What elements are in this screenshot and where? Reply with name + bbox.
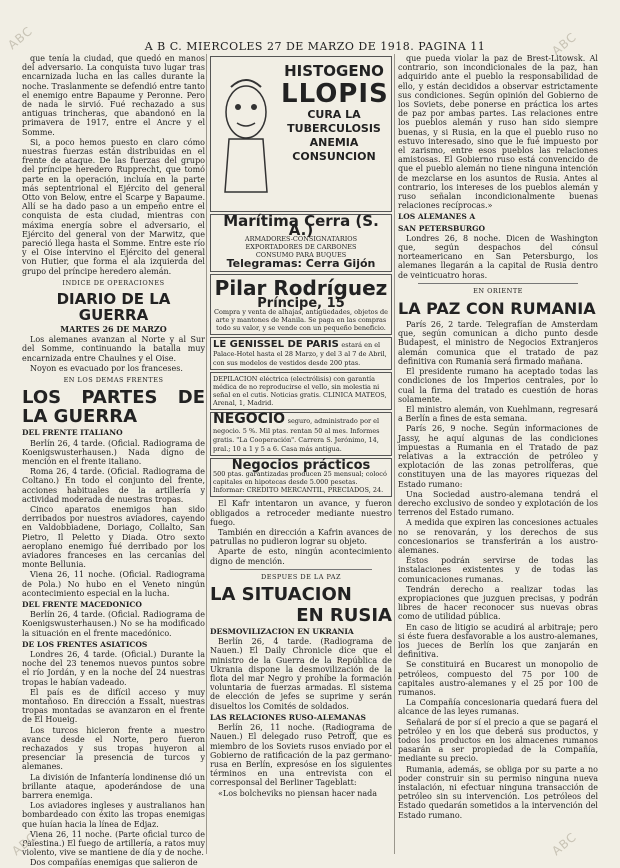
paragraph: En caso de litigio se acudirá al arbitraje; pero si éste fuera desfavorable a los austro-alemanes, los jueces de Berlín los que zanjarán en definitiva. [398,622,598,660]
paragraph: El ministro alemán, von Kuehlmann, regresará a Berlín a fines de esta semana. [398,404,598,424]
paragraph: A medida que expiren las concesiones actuales no se renovarán, y los derechos de sus concesionarios se transferirán a los austro-alemanes. [398,518,598,555]
ad-negocios-practicos [210,458,392,497]
paragraph: Viena 26, 11 noche. (Oficial. Radiograma de Pola.) No hubo en el Veneto ningún acontecimiento especial en la lucha. [22,570,205,598]
paragraph: Éstos podrán servirse de todas las instalaciones existentes y de todas las comunicaciones rumanas. [398,556,598,584]
subhead-alemanes-2: SAN PETERSBURGO [398,223,486,233]
column-middle [210,54,392,854]
maritima-title: Marítima Cerra (S. A.) [223,212,379,240]
negocio-text: seguro, administrado por el negocio. 5 %. Mil ptas. rentan 50 al mes. Informes gratis. "La Cooperación". Carrera S. Jerónimo, 14, pral.; 10 a 1 y 5 a 6. Casa más antigua. [213,417,380,454]
ad-histogeno [210,56,392,212]
paragraph: Tendrán derecho a realizar todas las expropiaciones que juzguen precisas, y podrán libres de hacer reconocer sus nuevas obras como de utilidad pública. [398,584,598,622]
pilar-text: Compra y venta de alhajas, antigüedades, objetos de arte y mantones de Manila. Se paga en las compras todo su valor, y se vende con un pequeño beneficio. [213,307,389,332]
histo-line: HISTOGENO [284,62,384,80]
ad-depilacion: DEPILACION eléctrica (electrólisis) con garantía médica de no reproducirse el vello, sin molestia ni señal en el cutis. Noticias gratis. CLINICA MATEOS, Arenal, 1, Madrid. [210,372,392,410]
paragraph: Rumania, además, se obliga por su parte a no poder construir sin su permiso ninguna nueva instalación, ni efectuar ninguna transacción de petróleo sin su intervención. Los petróleos del Estado quedarán sometidos a la intervención del Estado rumano. [398,764,598,820]
abc-watermark: ABC [5,23,36,53]
section-label: INDICE DE OPERACIONES [62,278,165,287]
paragraph: «Los bolcheviks no piensan hacer nada [218,788,378,798]
negocios-text: 500 ptas. garantizadas producen 25 mensual; colocó capitales en hipotecas desde 5.000 pesetas. Informar: CREDITO MERCANTIL, PRECIADOS, 24. [213,470,387,495]
abc-watermark: ABC [549,829,580,859]
paragraph: París 26, 9 noche. Según informaciones de Jassy, he aquí algunas de las condiciones impuestas a Rumania en el Tratado de paz relativas a la extracción de petróleo y explotación de las zonas petrolíferas, que constituyen una de las mayores riquezas del Estado rumano: [398,424,598,489]
doctor-illustration [217,77,275,197]
ad-genissel [210,337,392,371]
paragraph: Berlín 26, 4 tarde. (Oficial. Radiograma de Koenigswusterhausen.) No se ha modificado la situación en el frente macedónico. [22,610,205,638]
histo-line: ANEMIA [309,136,359,149]
abc-watermark: ABC [549,29,580,59]
ad-negocio [210,412,392,456]
paragraph: La Compañía concesionaria quedará fuera del alcance de las leyes rumanas. [398,698,598,717]
headline-situacion-2: EN RUSIA [296,605,392,627]
paragraph: También en dirección a Kafrin avances de patrullas no pudieron lograr su objeto. [210,528,392,547]
histo-line: CURA LA [307,108,361,121]
paragraph: Roma 26, 4 tarde. (Oficial. Radiograma de Coltano.) En todo el conjunto del frente, acciones habituales de la artillería y actividad moderada de nuestras tropas. [22,467,205,504]
histo-line: TUBERCULOSIS [287,122,381,135]
divider [418,283,578,284]
paragraph: Los alemanes avanzan al Norte y al Sur del Somme, continuando la batalla muy encarnizada entre Chaulnes y el Oise. [22,335,205,363]
histo-brand: LLOPIS [281,79,389,109]
paragraph: Si, a poco hemos puesto en claro cómo nuestras fuerzas están distribuidas en el frente de ataque. De las fuerzas del grupo del príncipe heredero Rupprecht, que tomó parte en la operación, incluía en la parte más septentrional el Ejército del general Otto von Below, entre el Scarpe y Bapaume. Allí se ha dado paso a un empeño entre el conquista de esta ciudad, mientras con máxima energía sobre el adversario, el Ejército del general von der Marwitz, que pareció llega hasta el Somme. Entre este río y el Oise intervino el Ejército del general von Hutier, que forma el ala izquierda del grupo del príncipe heredero alemán. [22,137,205,276]
genissel-title: LE GENISSEL DE PARIS [213,338,339,350]
histo-line: CONSUNCION [292,150,376,163]
ad-maritima [210,214,392,272]
paragraph: que tenía la ciudad, que quedó en manos del adversario. La conquista tuvo lugar tras encarnizada lucha en las calles durante la noche. Traslanmente se defendió entre tanto el enemigo entre Bapaume y Peronne. Pero de nada le sirvió. Fué rechazado a sus antiguas trincheras, que abandonó en la primavera de 1917, entre el Ancre y el Somme. [22,54,205,137]
paragraph: Una Sociedad austro-alemana tendrá el derecho exclusivo de sondeo y explotación de los terrenos del Estado rumano. [398,489,598,518]
paragraph: Berlín 26, 4 tarde. (Oficial. Radiograma de Koenigswusterhausen.) Nada digno de mención en el frente italiano. [22,438,205,466]
section-label: DESPUES DE LA PAZ [261,572,341,581]
genissel-text: estará en el Palace-Hotel hasta el 28 Marzo, y del 3 al 7 de Abril, con sus modelos de vestidos desde 200 ptas. [213,340,387,368]
subhead-asiaticos: DE LOS FRENTES ASIATICOS [22,639,148,649]
paragraph: Señalará de por sí el precio a que se pagará el petróleo y en los que deberá sus productos, y todos los productos en los almacenes rumanos pasarán a ser propiedad de la Compañía, mediante su precio. [398,717,598,764]
negocio-title: NEGOCIO [213,411,286,428]
section-label: EN LOS DEMAS FRENTES [63,376,164,385]
maritima-line: CONSUMO PARA BUQUES [255,251,347,260]
paragraph: Berlín 26, 11 noche. (Radiograma de Nauen.) El delegado ruso Petroff, que es miembro de los Soviets rusos enviado por el Gobierno de ratificación de la paz germano-rusa en Berlín, expresóse en los siguientes términos en una entrevista con el corresponsal del Berliner Tageblatt: [210,723,392,788]
paragraph: París 26, 2 tarde. Telegrafían de Amsterdam que, según comunican a dicho punto desde Budapest, el ministro de Negocios Extranjeros alemán comunica que el tratado de paz definitiva con Rumania será firmado mañana. [398,320,598,366]
paragraph: El país es de difícil acceso y muy montañoso. En dirección a Essalt, nuestras tropas montadas se avanzaron en el frente de El Houeig. [22,687,205,725]
paragraph: La división de Infantería londinense dió un brillante ataque, apoderándose de una barrera enemiga. [22,772,205,801]
maritima-line: EXPORTADORES DE CARBONES [245,243,357,252]
subhead-macedonico: DEL FRENTE MACEDONICO [22,599,142,609]
paragraph: Cinco aparatos enemigos han sido derribados por nuestros aviadores, cayendo en Valdobbiadene, Doriago, Collalto, San Pietro, Il Peletto y Diada. Otro sexto aeroplano enemigo fué derribado por los aviadores franceses en las cercanías del monte Bellunia. [22,504,205,570]
paragraph: que pueda violar la paz de Brest-Litowsk. Al contrario, son incondicionales de la paz, han adquirido ante el pueblo la responsabilidad de ello, y están decididos a observar estrictamente sus condiciones. Según opinión del Gobierno de los Soviets, debe ponerse en práctica los artes de paz por ambas partes. Las relaciones entre los pueblos alemán y ruso han sido siempre buenas, y si Rusia, en la que el pueblo ruso no estuvo interesado, sino que le fué impuesto por el zarismo, entre esos pueblos las relaciones amistosas. El Gobierno ruso está convencido de que el pueblo alemán no tiene ninguna intención de mezclarse en los asuntos de Rusia. Antes al contrario, los intereses de los pueblos alemán y ruso señalan incondicionalmente buenas relaciones recíprocas.» [398,54,598,211]
headline-paz-rumania: LA PAZ CON RUMANIA [398,299,596,319]
paragraph: Los turcos hicieron frente a nuestro avance desde el Norte, pero fueron rechazados y sus tropas huyeron al presenciar la presencia de turcos y alemanes. [22,725,205,772]
paragraph: Londres 26, 8 noche. Dicen de Washington que, según despachos del cónsul norteamericano en San Petersburgo, los alemanes llegarán a la capital de Rusia dentro de veinticuatro horas. [398,233,598,280]
paragraph: Se constituirá en Bucarest un monopolio de petróleos, compuesto del 75 por 100 de capitales austro-alemanes y el 25 por 100 de rumanos. [398,660,598,697]
subhead-alemanes: LOS ALEMANES A [398,212,476,222]
subhead-desmovilizacion: DESMOVILIZACION EN UKRANIA [210,627,354,637]
paragraph: Berlín 26, 4 tarde. (Radiograma de Nauen.) El Daily Chronicle dice que el ministro de la Guerra de la República de Ukrania dispone la desmovilización de la flota del mar Negro y prohíbe la formación voluntaria de fuerzas armadas. El sistema de elección de jefes se suprime y serán disueltos los Comités de soldados. [210,637,392,711]
paragraph: El presidente rumano ha aceptado todas las condiciones de los Imperios centrales, por lo cual la firma del tratado es cuestión de horas solamente. [398,367,598,404]
pilar-title: Pilar Rodríguez [214,275,388,300]
pilar-address: Príncipe, 15 [257,295,345,311]
paragraph: Dos compañías enemigas que salieron de [30,858,198,868]
headline-diario: DIARIO DE LA GUERRA [56,290,171,325]
ad-pilar [210,274,392,335]
paragraph: Aparte de esto, ningún acontecimiento digno de mención. [210,547,392,566]
paragraph: Viena 26, 11 noche. (Parte oficial turco de Palestina.) El fuego de artillería, a ratos muy violento, vive se mantiene de día y de noche. [22,829,205,858]
divider [230,569,372,570]
diario-date: MARTES 26 DE MARZO [60,324,167,335]
paragraph: El Kafr intentaron un avance, y fueron obligados a retroceder mediante nuestro fuego. [210,499,392,527]
column-rule [206,54,207,854]
maritima-telegram: Telegramas: Cerra Gijón [226,257,376,271]
maritima-line: ARMADORES-CONSIGNATARIOS [244,235,358,244]
page-header: A B C. MIERCOLES 27 DE MARZO DE 1918. PAGINA 11 [144,40,486,53]
paragraph: Los aviadores ingleses y australianos han bombardeado con éxito las tropas enemigas que huían hacia la línea de Edjaz. [22,801,205,829]
abc-watermark: ABC [9,829,40,859]
subhead-relaciones: LAS RELACIONES RUSO-ALEMANAS [210,712,366,722]
column-right [398,54,598,854]
negocios-title: Negocios prácticos [231,458,371,474]
column-rule [394,54,395,854]
paragraph: Noyon es evacuado por los franceses. [30,363,183,373]
section-label: EN ORIENTE [473,286,523,295]
headline-partes: LOS PARTES DE LA GUERRA [22,387,205,428]
headline-situacion: LA SITUACION [210,584,352,606]
paragraph: Londres 26, 4 tarde. (Oficial.) Durante la noche del 23 tenemos nuevos puntos sobre el río Jordán, y en la noche del 24 nuestras tropas le habían vadeado. [22,649,205,687]
subhead-italiano: DEL FRENTE ITALIANO [22,428,123,438]
